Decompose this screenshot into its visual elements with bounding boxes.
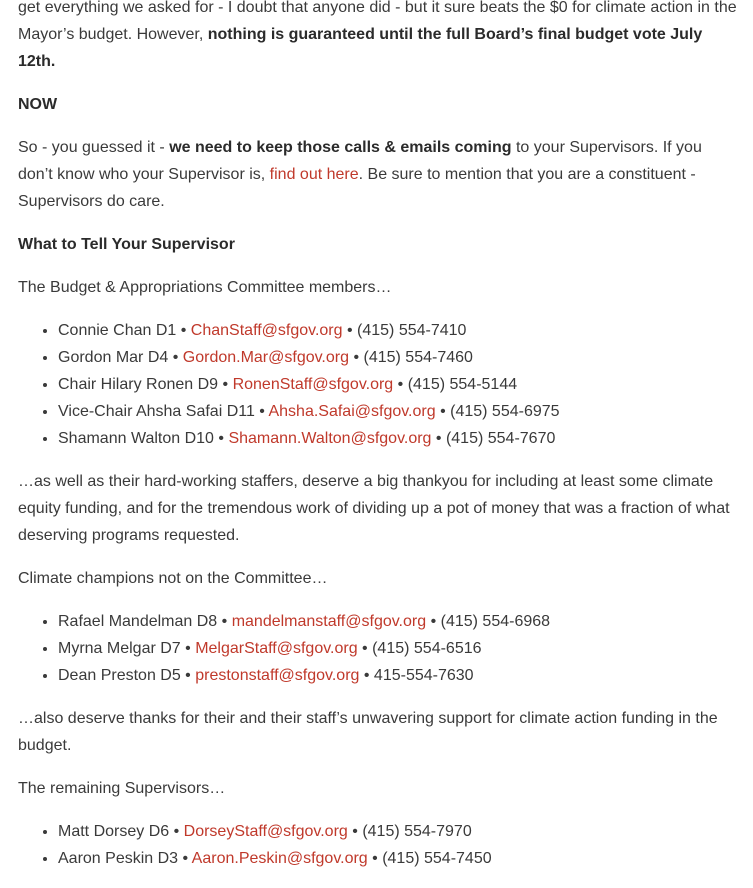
separator: •: [357, 640, 373, 657]
committee-list: [18, 317, 740, 452]
article-body: [18, 0, 740, 888]
intro-text: get everything we asked for - I doubt that anyone did - but it sure beats the $0 for climate action in the Mayor’s budget. However,: [18, 0, 737, 43]
separator: •: [349, 349, 364, 366]
list-item: [58, 398, 740, 425]
now-heading: NOW: [18, 96, 58, 113]
list-item: [58, 344, 740, 371]
phone-number: 415-554-7630: [373, 667, 474, 684]
phone-number: (415) 554-6975: [450, 403, 560, 420]
separator: •: [169, 823, 184, 840]
separator: •: [435, 403, 451, 420]
committee-intro: The Budget & Appropriations Committee members…: [18, 279, 392, 296]
member-name: Aaron Peskin D3: [58, 850, 179, 867]
now-bold: we need to keep those calls & emails coming: [169, 139, 512, 156]
separator: •: [168, 349, 183, 366]
phone-number: (415) 554-7460: [363, 349, 473, 366]
member-name: Rafael Mandelman D8: [58, 613, 218, 630]
email-link[interactable]: DorseyStaff@sfgov.org: [183, 823, 348, 840]
email-link[interactable]: RonenStaff@sfgov.org: [232, 376, 394, 393]
phone-number: (415) 554-6968: [440, 613, 551, 630]
find-out-here-link[interactable]: find out here: [269, 166, 359, 183]
list-item: [58, 317, 740, 344]
list-item: [58, 608, 740, 635]
separator: •: [180, 640, 196, 657]
email-link[interactable]: Aaron.Peskin@sfgov.org: [191, 850, 368, 867]
separator: •: [393, 376, 408, 393]
separator: •: [180, 667, 196, 684]
member-name: Gordon Mar D4: [58, 349, 169, 366]
list-item: [58, 371, 740, 398]
separator: •: [178, 850, 192, 867]
separator: •: [254, 403, 269, 420]
now-paragraph: [18, 134, 740, 215]
email-link[interactable]: Ahsha.Safai@sfgov.org: [268, 403, 436, 420]
separator: •: [426, 613, 441, 630]
member-name: Shamann Walton D10: [58, 430, 214, 447]
remaining-intro: The remaining Supervisors…: [18, 780, 226, 797]
champions-intro: Climate champions not on the Committee…: [18, 570, 328, 587]
separator: •: [213, 430, 229, 447]
member-name: Connie Chan D1: [58, 322, 177, 339]
champions-list: [18, 608, 740, 689]
phone-number: (415) 554-7970: [362, 823, 472, 840]
list-item: [58, 635, 740, 662]
champions-thanks: …also deserve thanks for their and their staff’s unwavering support for climate action funding in the budget.: [18, 710, 718, 754]
phone-number: (415) 554-6516: [372, 640, 482, 657]
phone-number: (415) 554-5144: [407, 376, 518, 393]
intro-paragraph: [18, 0, 740, 75]
member-name: Dean Preston D5: [58, 667, 181, 684]
separator: •: [218, 376, 233, 393]
separator: •: [347, 823, 363, 840]
separator: •: [217, 613, 232, 630]
email-link[interactable]: Shamann.Walton@sfgov.org: [228, 430, 432, 447]
tell-heading: What to Tell Your Supervisor: [18, 236, 235, 253]
separator: •: [367, 850, 383, 867]
separator: •: [342, 322, 358, 339]
list-item: [58, 425, 740, 452]
separator: •: [431, 430, 446, 447]
separator: •: [359, 667, 374, 684]
phone-number: (415) 554-7670: [445, 430, 556, 447]
list-item: [58, 845, 740, 872]
committee-thanks: …as well as their hard-working staffers, deserve a big thankyou for including at least some climate equity funding, and for the tremendous work of dividing up a pot of money that was a fraction of what deserving programs requested.: [18, 473, 730, 544]
member-name: Vice-Chair Ahsha Safai D11: [58, 403, 255, 420]
email-link[interactable]: Gordon.Mar@sfgov.org: [182, 349, 349, 366]
email-link[interactable]: ChanStaff@sfgov.org: [190, 322, 343, 339]
list-item: [58, 818, 740, 845]
now-text-3: . Be sure to mention that you are a constituent - Supervisors do care.: [18, 166, 696, 210]
email-link[interactable]: prestonstaff@sfgov.org: [195, 667, 360, 684]
phone-number: (415) 554-7410: [357, 322, 467, 339]
phone-number: (415) 554-7450: [382, 850, 492, 867]
intro-bold: nothing is guaranteed until the full Board’s final budget vote July 12th.: [18, 26, 703, 70]
email-link[interactable]: mandelmanstaff@sfgov.org: [231, 613, 427, 630]
email-link[interactable]: MelgarStaff@sfgov.org: [195, 640, 358, 657]
member-name: Chair Hilary Ronen D9: [58, 376, 219, 393]
list-item: [58, 662, 740, 689]
now-text-2: to your Supervisors. If you don’t know who your Supervisor is,: [18, 139, 702, 183]
remaining-list: [18, 818, 740, 872]
now-text-1: So - you guessed it -: [18, 139, 170, 156]
member-name: Myrna Melgar D7: [58, 640, 181, 657]
member-name: Matt Dorsey D6: [58, 823, 170, 840]
separator: •: [176, 322, 191, 339]
